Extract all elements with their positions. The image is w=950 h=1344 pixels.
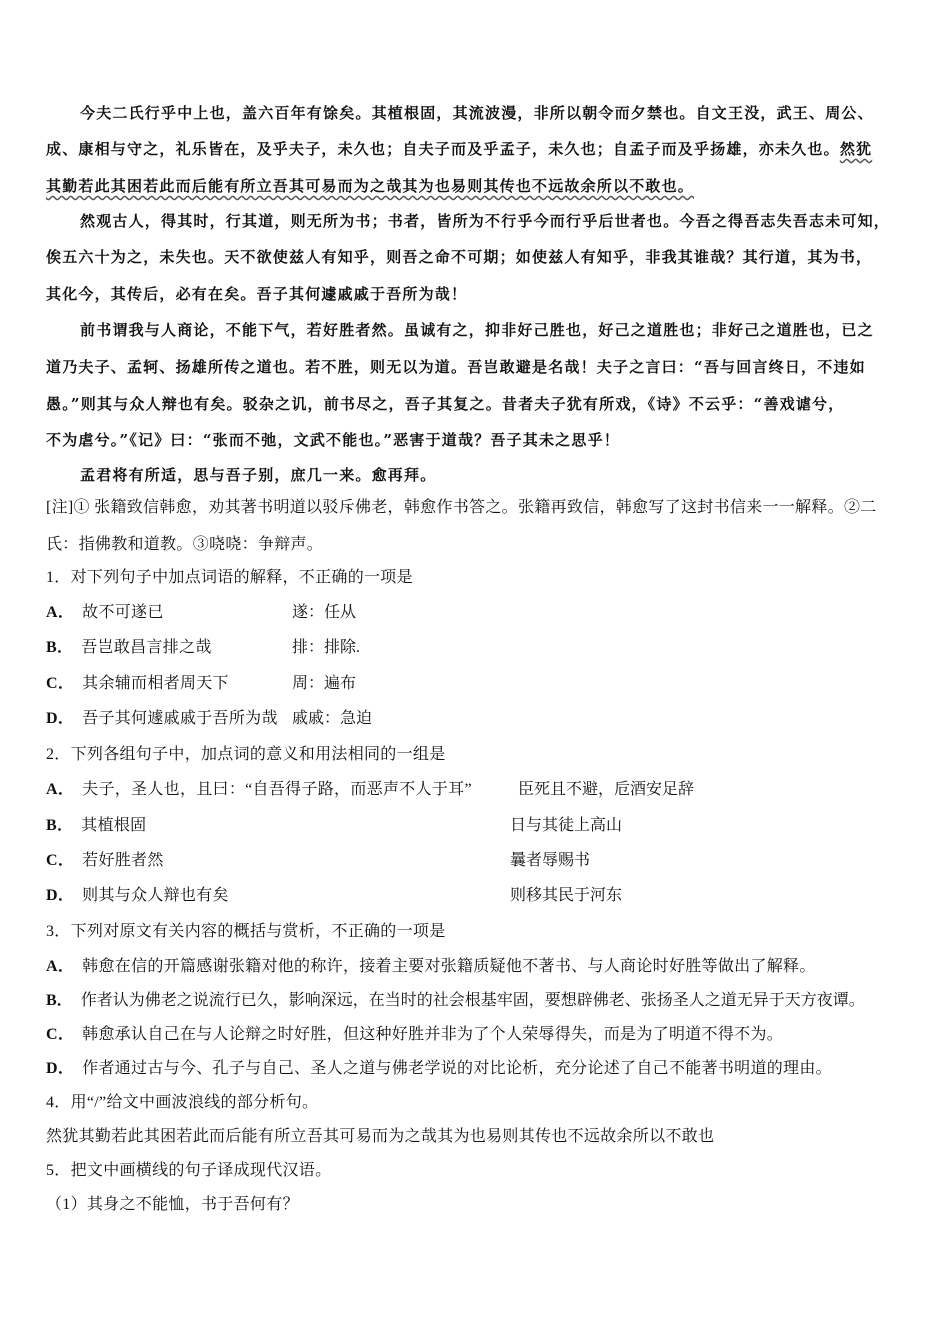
option-row: B． 作者认为佛老之说流行已久，影响深远，在当时的社会根基牢固，要想辟佛老、张扬圣人之道无异于天方夜谭。 (46, 992, 865, 1009)
question-stem: 5．把文中画横线的句子译成现代汉语。 (46, 1162, 332, 1179)
note-line: [注]① 张籍致信韩愈，劝其著书明道以驳斥佛老，韩愈作书答之。张籍再致信，韩愈写了这封书信来一一解释。②二 (46, 499, 877, 516)
passage-line: 前书谓我与人商论，不能下气，若好胜者然。虽诚有之，抑非好己胜也，好己之道胜也；非好己之道胜也，已之 (80, 321, 874, 339)
question-stem: 3．下列对原文有关内容的概括与赏析，不正确的一项是 (46, 923, 446, 940)
option-row: C． 韩愈承认自己在与人论辩之时好胜，但这种好胜并非为了个人荣辱得失，而是为了明道不得不为。 (46, 1026, 784, 1043)
option-row: B． 其植根固 (46, 817, 147, 834)
question-stem: 1．对下列句子中加点词语的解释，不正确的一项是 (46, 569, 413, 586)
question-stem: 2．下列各组句子中，加点词的意义和用法相同的一组是 (46, 746, 446, 763)
option-row: B． 吾岂敢昌言排之哉 (46, 639, 212, 656)
wavy-underlined-text: 其勤若此其困若此而后能有所立吾其可易而为之哉其为也易则其传也不远故余所以不敢也。 (46, 177, 695, 195)
option-row: D． 作者通过古与今、孔子与自己、圣人之道与佛老学说的对比论析，充分论述了自己不能著书明道的理由。 (46, 1060, 832, 1077)
passage-line: 俟五六十为之，未失也。天不欲使兹人有知乎，则吾之命不可期；如使兹人有知乎，非我其谁哉？其行道，其为书， (46, 248, 873, 266)
option-row: C． 其余辅而相者周天下 (46, 675, 229, 692)
option-row: C． 若好胜者然 (46, 852, 164, 869)
passage-line: 成、康相与守之，礼乐皆在，及乎夫子，未久也；自夫子而及乎孟子，未久也；自孟子而及乎扬雄，亦未久也。然犹 (46, 140, 873, 158)
option-row: A． 韩愈在信的开篇感谢张籍对他的称许，接着主要对张籍质疑他不著书、与人商论时好胜等做出了解释。 (46, 958, 816, 975)
note-line: 氏：指佛教和道教。③哓哓：争辩声。 (46, 536, 324, 553)
wavy-underlined-text: 然犹 (839, 140, 873, 158)
passage-line: 道乃夫子、孟轲、扬雄所传之道也。若不胜，则无以为道。吾岂敢避是名哉！夫子之言曰：“吾与回言终日，不违如 (46, 358, 866, 376)
option-pair: 曩者辱赐书 (510, 852, 591, 869)
option-gloss: 排：排除. (292, 639, 361, 656)
option-gloss: 戚戚：急迫 (292, 710, 373, 727)
option-pair: 臣死且不避，卮酒安足辞 (518, 781, 695, 798)
passage-line: 愚。”则其与众人辩也有矣。驳杂之讥，前书尽之，吾子其复之。昔者夫子犹有所戏，《诗》不云乎：“善戏谑兮， (46, 395, 845, 413)
option-gloss: 周：遍布 (292, 675, 357, 692)
passage-line: 今夫二氏行乎中上也，盖六百年有馀矣。其植根固，其流波漫，非所以朝令而夕禁也。自文王没，武王、周公、 (80, 104, 874, 122)
question-stem: 4．用“/”给文中画波浪线的部分析句。 (46, 1094, 319, 1111)
passage-line: 不为虐兮。”《记》曰：“张而不弛，文武不能也。”恶害于道哉？吾子其未之思乎！ (46, 431, 620, 449)
option-pair: 则移其民于河东 (510, 887, 623, 904)
option-row: D． 吾子其何遽戚戚于吾所为哉 (46, 710, 278, 727)
passage-line: 其化今，其传后，必有在矣。吾子其何遽戚戚于吾所为哉！ (46, 285, 468, 303)
question-subitem: （1）其身之不能恤，书于吾何有？ (46, 1196, 299, 1213)
option-pair: 日与其徒上高山 (510, 817, 623, 834)
option-row: A． 故不可遂已 (46, 604, 164, 621)
question-sentence: 然犹其勤若此其困若此而后能有所立吾其可易而为之哉其为也易则其传也不远故余所以不敢也 (46, 1128, 715, 1145)
option-gloss: 遂：任从 (292, 604, 357, 621)
passage-line: 然观古人，得其时，行其道，则无所为书；书者，皆所为不行乎今而行乎后世者也。今吾之得吾志失吾志未可知， (80, 212, 891, 230)
option-row: D． 则其与众人辩也有矣 (46, 887, 229, 904)
option-row: A． 夫子，圣人也，且曰：“自吾得子路，而恶声不人于耳” (46, 781, 472, 798)
passage-line: 孟君将有所适，思与吾子别，庶几一来。愈再拜。 (80, 466, 437, 484)
